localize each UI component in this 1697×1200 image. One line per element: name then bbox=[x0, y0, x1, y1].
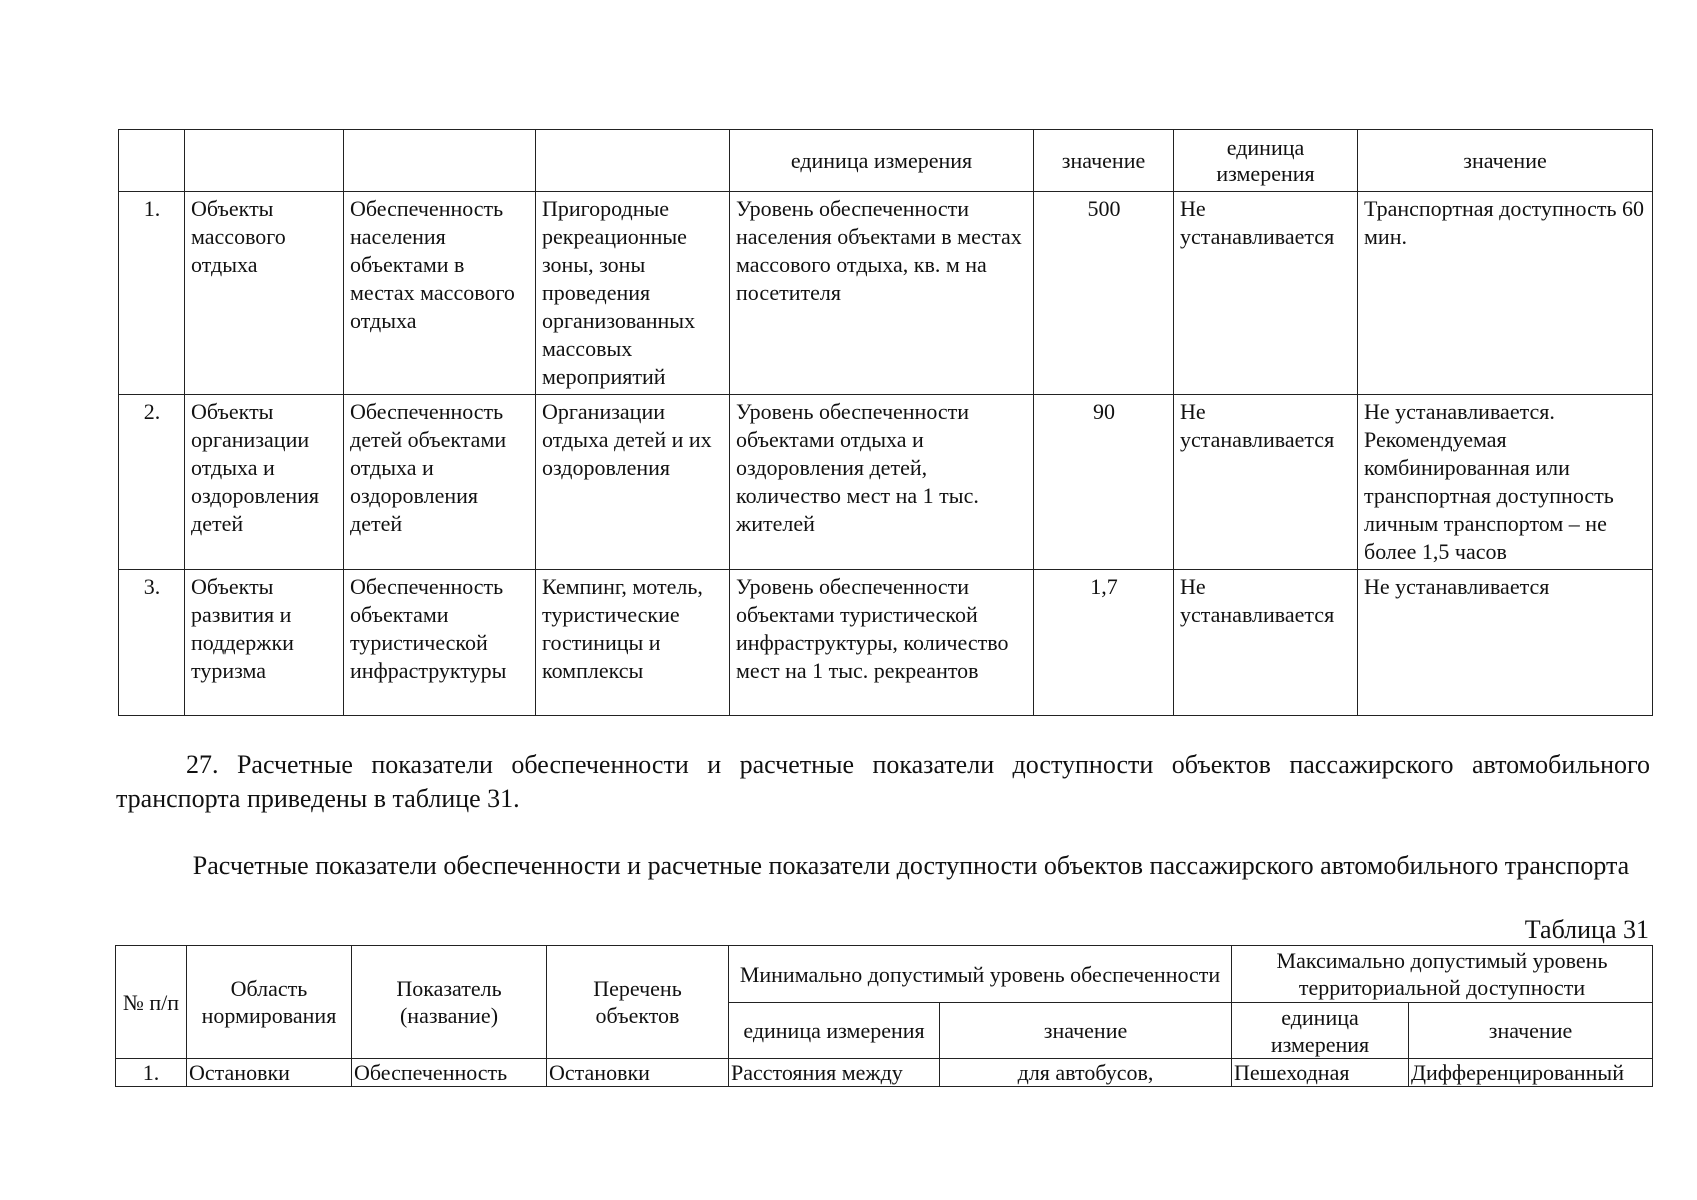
header-cell bbox=[185, 130, 344, 192]
header-indicator: Показатель (название) bbox=[352, 946, 547, 1059]
table-row bbox=[119, 570, 1653, 716]
row-number: 1. bbox=[119, 192, 185, 395]
row-number: 1. bbox=[116, 1059, 187, 1087]
header-max-level: Максимально допустимый уровень территориальной доступности bbox=[1232, 946, 1653, 1003]
header-cell bbox=[119, 130, 185, 192]
row-value: 90 bbox=[1034, 395, 1174, 570]
section-paragraph: 27. Расчетные показатели обеспеченности и расчетные показатели доступности объектов пассажирского автомобильного транспорта приведены в таблице 31. bbox=[116, 750, 1650, 813]
header-cell-access-value: значение bbox=[1358, 130, 1653, 192]
top-table-header-row bbox=[119, 130, 1653, 192]
header-min-unit: единица измерения bbox=[729, 1003, 940, 1059]
header-number: № п/п bbox=[116, 946, 187, 1059]
row-max-unit: Пешеходная bbox=[1232, 1059, 1409, 1087]
row-access-unit: Не устанавливается bbox=[1174, 192, 1358, 395]
header-cell bbox=[344, 130, 536, 192]
row-objects: Остановки bbox=[547, 1059, 729, 1087]
row-value: 1,7 bbox=[1034, 570, 1174, 716]
header-max-value: значение bbox=[1409, 1003, 1653, 1059]
header-cell-access-unit: единица измерения bbox=[1174, 130, 1358, 192]
row-unit: Уровень обеспеченности объектами туристической инфраструктуры, количество мест на 1 тыс. рекреантов bbox=[730, 570, 1034, 716]
header-min-level: Минимально допустимый уровень обеспеченности bbox=[729, 946, 1232, 1003]
row-access-value: Не устанавливается bbox=[1358, 570, 1653, 716]
row-area: Объекты организации отдыха и оздоровления детей bbox=[185, 395, 344, 570]
header-min-value: значение bbox=[940, 1003, 1232, 1059]
row-objects: Кемпинг, мотель, туристические гостиницы и комплексы bbox=[536, 570, 730, 716]
row-objects: Организации отдыха детей и их оздоровления bbox=[536, 395, 730, 570]
row-number: 2. bbox=[119, 395, 185, 570]
header-objects: Перечень объектов bbox=[547, 946, 729, 1059]
top-table bbox=[118, 129, 1653, 716]
table-row bbox=[119, 192, 1653, 395]
row-access-value: Транспортная доступность 60 мин. bbox=[1358, 192, 1653, 395]
row-min-unit: Расстояния между bbox=[729, 1059, 940, 1087]
row-number: 3. bbox=[119, 570, 185, 716]
bottom-table bbox=[115, 945, 1653, 1087]
table-row bbox=[116, 1059, 1653, 1087]
header-cell-unit: единица измерения bbox=[730, 130, 1034, 192]
header-cell bbox=[536, 130, 730, 192]
table-number-label: Таблица 31 bbox=[1524, 915, 1649, 944]
row-indicator: Обеспеченность объектами туристической инфраструктуры bbox=[344, 570, 536, 716]
row-min-value: для автобусов, bbox=[940, 1059, 1232, 1087]
table-caption: Расчетные показатели обеспеченности и расчетные показатели доступности объектов пассажирского автомобильного транспорта bbox=[192, 851, 1630, 880]
row-unit: Уровень обеспеченности объектами отдыха и оздоровления детей, количество мест на 1 тыс. жителей bbox=[730, 395, 1034, 570]
row-area: Объекты массового отдыха bbox=[185, 192, 344, 395]
row-access-unit: Не устанавливается bbox=[1174, 570, 1358, 716]
bottom-table-header-row bbox=[116, 946, 1653, 1003]
row-max-value: Дифференцированный bbox=[1409, 1059, 1653, 1087]
row-unit: Уровень обеспеченности населения объектами в местах массового отдыха, кв. м на посетителя bbox=[730, 192, 1034, 395]
row-access-unit: Не устанавливается bbox=[1174, 395, 1358, 570]
table-row bbox=[119, 395, 1653, 570]
header-area: Область нормирования bbox=[187, 946, 352, 1059]
header-cell-value: значение bbox=[1034, 130, 1174, 192]
row-access-value: Не устанавливается. Рекомендуемая комбинированная или транспортная доступность личным транспортом – не более 1,5 часов bbox=[1358, 395, 1653, 570]
row-indicator: Обеспеченность bbox=[352, 1059, 547, 1087]
row-objects: Пригородные рекреационные зоны, зоны проведения организованных массовых мероприятий bbox=[536, 192, 730, 395]
row-indicator: Обеспеченность населения объектами в местах массового отдыха bbox=[344, 192, 536, 395]
row-area: Остановки bbox=[187, 1059, 352, 1087]
row-value: 500 bbox=[1034, 192, 1174, 395]
header-max-unit: единица измерения bbox=[1232, 1003, 1409, 1059]
row-indicator: Обеспеченность детей объектами отдыха и оздоровления детей bbox=[344, 395, 536, 570]
row-area: Объекты развития и поддержки туризма bbox=[185, 570, 344, 716]
